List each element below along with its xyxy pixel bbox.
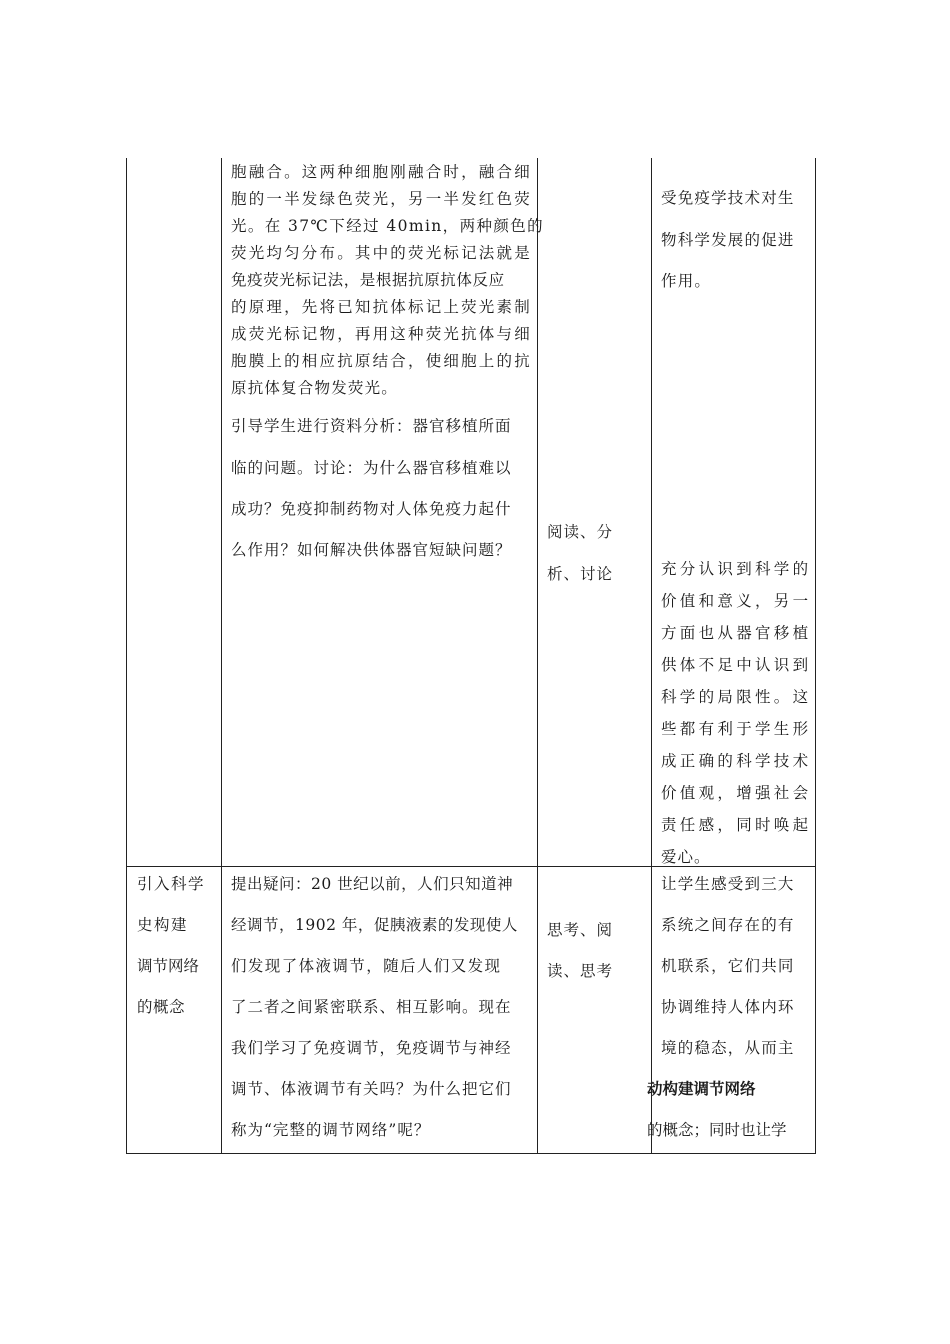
method-text-line: 成荧光标记物，再用这种荧光抗体与细 [231, 325, 532, 343]
discussion-text-line: 临的问题。讨论：为什么器官移植难以 [231, 459, 512, 477]
table-border-bottom [126, 1153, 816, 1154]
table-border-right [815, 158, 816, 1154]
purpose-text-line: 价值和意义，另一 [661, 592, 812, 610]
purpose-text-line: 供体不足中认识到 [661, 656, 812, 674]
purpose-text-line: 境的稳态，从而主 [661, 1039, 795, 1057]
row2-stage-cell [137, 872, 221, 1042]
purpose-text-line: 受免疫学技术对生 [661, 189, 795, 207]
stage-text-line: 调节网络 [137, 957, 200, 975]
purpose-text-line: 成正确的科学技术 [661, 752, 812, 770]
column-divider-2 [537, 158, 538, 1154]
method-text-line: 胞膜上的相应抗原结合，使细胞上的抗 [231, 352, 532, 370]
row2-method-cell [231, 872, 531, 1147]
method-text-line: 光。在 37℃下经过 40min，两种颜色的 [231, 217, 545, 235]
purpose-text-line: 价值观，增强社会 [661, 784, 812, 802]
method-text-line: 们发现了体液调节，随后人们又发现 [231, 957, 502, 975]
activity-text-line: 阅读、分 [547, 523, 614, 541]
method-text-line: 免疫荧光标记法，是根据抗原抗体反应 [231, 271, 505, 289]
method-text-line: 胞融合。这两种细胞刚融合时，融合细 [231, 163, 532, 181]
row-divider [126, 866, 816, 867]
method-text-line: 经调节，1902 年，促胰液素的发现使人 [231, 916, 518, 934]
purpose-text-line: 的概念；同时也让学 [647, 1121, 787, 1139]
discussion-text-line: 成功？免疫抑制药物对人体免疫力起什 [231, 500, 512, 518]
purpose-text-line: 动构建调节网络 [647, 1079, 756, 1098]
method-text-line: 原抗体复合物发荧光。 [231, 379, 399, 397]
activity-text-line: 析、讨论 [547, 565, 614, 583]
method-text-line: 胞的一半发绿色荧光，另一半发红色荧 [231, 190, 532, 208]
purpose-text-line: 作用。 [661, 272, 712, 290]
stage-text-line: 史构建 [137, 916, 189, 934]
purpose-text-line: 协调维持人体内环 [661, 998, 795, 1016]
method-text-line: 提出疑问：20 世纪以前，人们只知道神 [231, 875, 514, 893]
row1-activity-cell [547, 520, 647, 600]
purpose-text-line: 责任感，同时唤起 [661, 816, 812, 834]
method-text-line: 调节、体液调节有关吗？为什么把它们 [231, 1080, 512, 1098]
purpose-text-line: 些都有利于学生形 [661, 720, 812, 738]
method-text-line: 称为“完整的调节网络”呢？ [231, 1121, 431, 1139]
row1-method-cell [231, 160, 545, 860]
column-divider-3 [651, 158, 652, 1154]
method-text-line: 的原理，先将已知抗体标记上荧光素制 [231, 298, 532, 316]
activity-text-line: 思考、阅 [547, 921, 614, 939]
method-text-line: 荧光均匀分布。其中的荧光标记法就是 [231, 244, 532, 262]
discussion-text-line: 引导学生进行资料分析：器官移植所面 [231, 417, 512, 435]
purpose-text-line: 让学生感受到三大 [661, 875, 795, 893]
method-text-line: 我们学习了免疫调节，免疫调节与神经 [231, 1039, 512, 1057]
purpose-text-line: 爱心。 [661, 848, 711, 866]
table-border-left [126, 158, 127, 1154]
discussion-text-line: 么作用？如何解决供体器官短缺问题？ [231, 541, 512, 559]
row2-activity-cell [547, 918, 647, 998]
purpose-text-line: 机联系，它们共同 [661, 957, 795, 975]
column-divider-1 [221, 158, 222, 1154]
purpose-text-line: 系统之间存在的有 [661, 916, 795, 934]
row1-purpose-cell [661, 186, 811, 866]
activity-text-line: 读、思考 [547, 962, 614, 980]
purpose-text-line: 充分认识到科学的 [661, 560, 812, 578]
purpose-text-line: 方面也从器官移植 [661, 624, 812, 642]
row2-purpose-cell [647, 872, 813, 1147]
purpose-text-line: 科学的局限性。这 [661, 688, 812, 706]
stage-text-line: 的概念 [137, 998, 186, 1016]
purpose-text-line: 物科学发展的促进 [661, 231, 795, 249]
method-text-line: 了二者之间紧密联系、相互影响。现在 [231, 998, 512, 1016]
stage-text-line: 引入科学 [137, 875, 206, 893]
